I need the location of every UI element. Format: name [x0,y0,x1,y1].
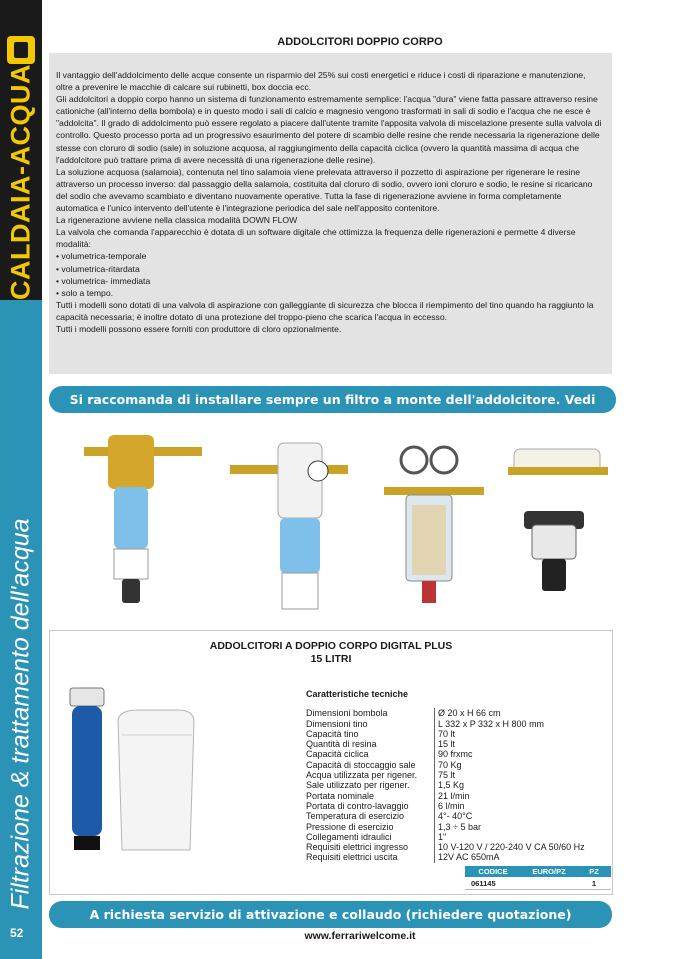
spec-value: 21 l/min [434,791,470,801]
spec-value: 6 l/min [434,801,465,811]
intro-paragraph: Tutti i modelli possono essere forniti con produttore di cloro opzionalmente. [56,323,342,334]
spec-label: Temperatura di esercizio [306,811,405,822]
filter-product-2 [230,443,348,609]
intro-paragraph: La soluzione acquosa (salamoia), contenuta nel tino salamoia viene prelevata attraverso il pozzetto di aspirazione per rigenerare le resine attraverso un processo inverso: dal passaggio della salamoia, costituita dal cloruro di sodio, ovvero ioni cloruro e sodio, le resine si ricaricano del sodio che avevamo scambiato e diventano nuovamente operative. Tutta la fase di rigenerazione avviene in forma completamente automatica e l'unico intervento dell'utente è l'integrazione periodica del sale nell'apposito contenitore. [56,166,593,214]
intro-paragraph: La rigenerazione avviene nella classica modalità DOWN FLOW [56,215,298,226]
spec-row [306,708,585,718]
spec-value: 90 frxmc [434,749,473,759]
spec-row [306,770,585,780]
spec-row [306,719,585,729]
cell-qty: 1 [577,877,611,890]
col-header-qty: PZ [577,866,611,877]
sidebar [0,0,42,959]
intro-text-box [49,53,612,374]
spec-label: Collegamenti idraulici [306,831,392,842]
spec-value: 12V AC 650mA [434,852,500,862]
col-header-price: EURO/PZ [521,866,577,877]
filter-recommendation-banner: Si raccomanda di installare sempre un filtro a monte dell'addolcitore. Vedi pagg. 32-35 [49,386,616,413]
spec-row [306,749,585,759]
spec-label: Capacità ciclica [306,749,369,760]
spec-label: Requisiti elettrici uscita [306,852,398,863]
spec-value: 4°- 40°C [434,811,472,821]
spec-label: Dimensioni bombola [306,708,388,719]
spec-value: 1" [434,832,446,842]
spec-row [306,760,585,770]
spec-label: Acqua utilizzata per rigener. [306,770,418,781]
spec-value: Ø 20 x H 66 cm [434,708,501,718]
cell-price [521,877,577,890]
product-subtitle: 15 LITRI [310,653,352,665]
footer-url[interactable]: www.ferrariwelcome.it [304,930,416,942]
spec-label: Capacità di stoccaggio sale [306,759,416,770]
cell-code: 061145 [465,877,521,890]
spec-row [306,842,585,852]
spec-row [306,780,585,790]
intro-paragraph: La valvola che comanda l'apparecchio è dotata di un software digitale che ottimizza la frequenza delle rigenerazioni e permette 4 diverse modalità: [56,227,576,250]
spec-value: 70 Kg [434,760,462,770]
spec-label: Pressione di esercizio [306,821,394,832]
water-softener-illustration [60,680,200,870]
filter-product-3 [384,447,484,603]
technical-specs [306,689,585,863]
spec-row [306,822,585,832]
spec-value: 1,3 ÷ 5 bar [434,822,481,832]
intro-paragraph: Il vantaggio dell'addolcimento delle acque consente un risparmio del 25% sui costi energetici e riduce i costi di riparazione e manutenzione, oltre a prevenire le macchie di calcare sui rubinetti, box doccia ecc. [56,70,586,93]
table-row [465,877,611,890]
spec-label: Quantità di resina [306,739,377,750]
spec-label: Portata nominale [306,790,375,801]
spec-row [306,832,585,842]
col-header-code: CODICE [465,866,521,877]
spec-label: Portata di contro-lavaggio [306,800,409,811]
spec-value: 15 lt [434,739,455,749]
spec-row [306,852,585,862]
product-title: ADDOLCITORI A DOPPIO CORPO DIGITAL PLUS [209,640,453,652]
spec-label: Capacità tino [306,728,359,739]
intro-paragraph: Gli addolcitori a doppio corpo hanno un sistema di funzionamento estremamente semplice: l'acqua "dura" viene fatta passare attraverso resine cationiche (all'interno della bombola) e in questo modo i sali di calcio e magnesio vengono trasformati in sali di sodio e l'acqua che ne esce è "addolcita". Il grado di addolcimento può essere regolato a piacere dall'utente tramite l'apposita valvola di miscelazione presente sulla valvola di controllo. Questo processo porta ad un progressivo esaurimento del potere di scambio delle resine che rende necessaria la rigenerazione delle stesse con cloruro di sodio (sale) in soluzione acquosa, al raggiungimento della capacità ciclica (ovvero la quantità massima di acqua che l'addolcitore può trattare prima di avere necessità di una rigenerazione delle resine). [56,94,602,165]
spec-value: 1,5 Kg [434,780,464,790]
page-number: 52 [10,926,24,940]
spec-row [306,801,585,811]
spec-row [306,739,585,749]
spec-label: Requisiti elettrici ingresso [306,842,409,853]
spec-value: L 332 x P 332 x H 800 mm [434,719,544,729]
spec-row [306,791,585,801]
spec-value: 10 V-120 V / 220-240 V CA 50/60 Hz [434,842,585,852]
mode-list-item: • volumetrica- immediata [56,275,151,286]
spec-label: Dimensioni tino [306,718,368,729]
spec-label: Sale utilizzato per rigener. [306,780,410,791]
spec-value: 75 lt [434,770,455,780]
filter-product-1 [84,435,202,603]
mode-list-item: • solo a tempo. [56,287,113,298]
intro-title: ADDOLCITORI DOPPIO CORPO [277,36,443,48]
spec-row [306,811,585,821]
boiler-icon [7,36,35,64]
filter-product-4 [508,449,608,591]
filter-products-illustration [60,425,620,625]
intro-paragraph: Tutti i modelli sono dotati di una valvola di aspirazione con galleggiante di sicurezza che blocca il riempimento del tino quando ha raggiunto la capacità necessaria; è inoltre dotato di una protezione del troppo-pieno che scarica l'acqua in eccesso. [56,299,594,322]
specs-heading: Caratteristiche tecniche [306,689,409,699]
price-table [465,866,611,890]
section-title-bottom: Filtrazione & trattamento dell'acqua [6,518,35,910]
mode-list-item: • volumetrica-ritardata [56,263,140,274]
section-title-top: CALDAIA-ACQUA [5,64,36,300]
spec-value: 70 lt [434,729,455,739]
activation-service-banner: A richiesta servizio di attivazione e collaudo (richiedere quotazione) [49,901,612,928]
spec-row [306,729,585,739]
mode-list-item: • volumetrica-temporale [56,251,147,262]
